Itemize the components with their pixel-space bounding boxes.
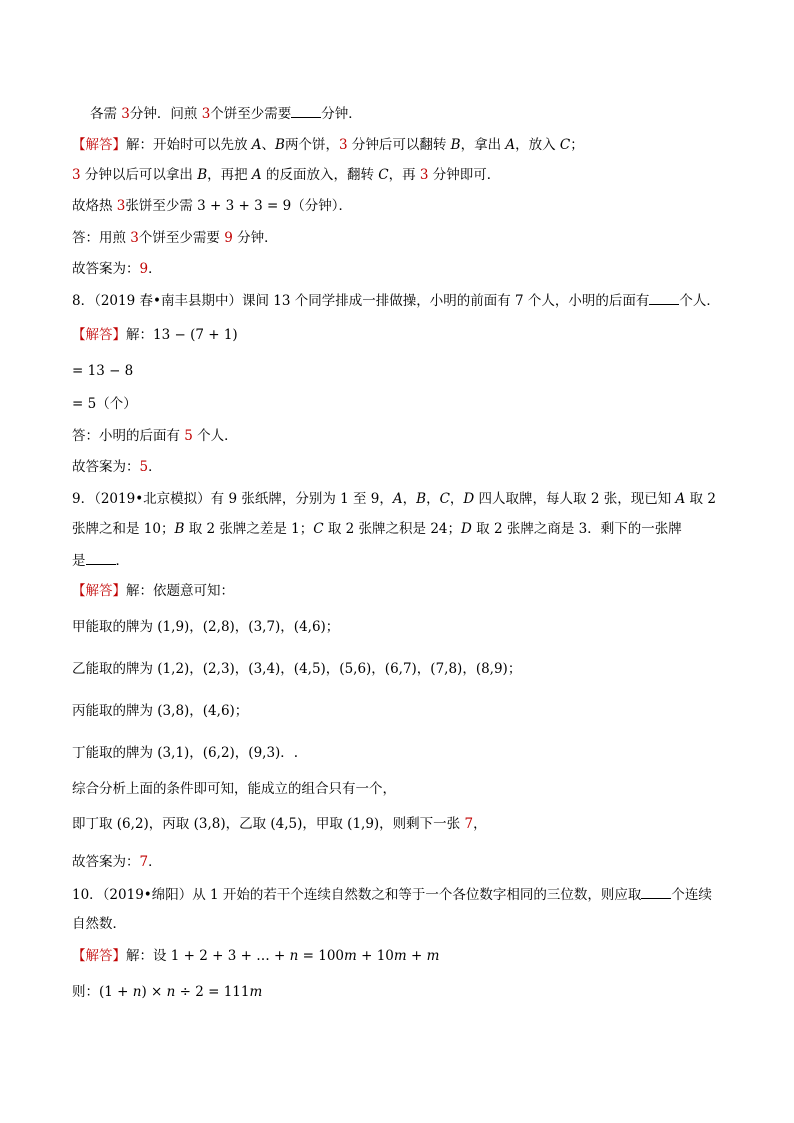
- text-run: 、: [261, 137, 276, 153]
- question-9-cont: [72, 520, 682, 538]
- text-run: 个饼至少需要: [210, 106, 292, 122]
- highlight-text: 7: [464, 816, 474, 832]
- text-run: ，再: [388, 167, 420, 183]
- answer-line: [72, 260, 162, 278]
- highlight-text: 9: [224, 230, 233, 246]
- text-run: 分钟后可以翻转: [347, 137, 451, 153]
- text-run: 张饼至少需 3 + 3 + 3 = 9（分钟）．: [125, 198, 352, 214]
- text-run: A: [251, 137, 262, 153]
- highlight-text: 3: [201, 106, 211, 122]
- text-run: 分钟．: [321, 106, 362, 122]
- highlight-text: 【解答】: [72, 327, 126, 343]
- text-run: C: [313, 521, 324, 537]
- text-run: n: [132, 984, 142, 1000]
- solution-line: [72, 815, 487, 833]
- highlight-text: 3: [116, 198, 126, 214]
- text-run: n: [166, 984, 176, 1000]
- text-run: m: [393, 948, 407, 964]
- text-run: ) ×: [141, 984, 167, 1000]
- text-run: +: [406, 948, 427, 964]
- text-run: 答：用煎: [72, 230, 131, 246]
- text-run: 分钟．: [232, 230, 278, 246]
- text-run: B: [275, 137, 285, 153]
- text-run: 个人．: [679, 293, 720, 309]
- solution-line: [72, 702, 248, 720]
- solution-line: [72, 947, 439, 965]
- question-10: [72, 885, 712, 904]
- text-run: 分钟即可．: [428, 167, 501, 183]
- text-run: ．: [148, 261, 162, 277]
- text-run: ；: [570, 137, 584, 153]
- text-run: m: [344, 948, 357, 964]
- highlight-text: 5: [139, 459, 149, 475]
- text-run: 答：小明的后面有: [72, 428, 185, 444]
- highlight-text: 【解答】: [72, 948, 126, 964]
- text-run: 甲能取的牌为 (1,9)，(2,8)，(3,7)，(4,6)；: [72, 619, 340, 635]
- text-run: 丙能取的牌为 (3,8)，(4,6)；: [72, 703, 249, 719]
- solution-line: [72, 166, 500, 184]
- question-9: [72, 490, 716, 508]
- question-8: [72, 291, 720, 310]
- answer-line: [72, 427, 238, 445]
- answer-line: [72, 853, 162, 871]
- text-run: ．: [115, 553, 129, 569]
- text-run: 解：依题意可知：: [126, 583, 234, 599]
- answer-blank: [641, 885, 671, 899]
- text-run: A: [505, 137, 516, 153]
- text-run: 故答案为：: [72, 459, 140, 475]
- text-run: + 10: [356, 948, 394, 964]
- highlight-text: 9: [139, 261, 149, 277]
- text-run: 取 2: [685, 491, 716, 507]
- text-run: 综合分析上面的条件即可知，能成立的组合只有一个，: [72, 781, 396, 797]
- text-run: 即丁取 (6,2)，丙取 (3,8)，乙取 (4,5)，甲取 (1,9)，则剩下一张: [72, 816, 465, 832]
- text-run: 取 2 张牌之积是 24；: [323, 521, 462, 537]
- text-run: ，: [426, 491, 440, 507]
- text-run: B: [174, 521, 185, 537]
- text-run: C: [378, 167, 389, 183]
- text-run: 取 2 张牌之商是 3．剩下的一张牌: [471, 521, 682, 537]
- text-run: 四人取牌，每人取 2 张，现已知: [474, 491, 676, 507]
- text-run: C: [439, 491, 450, 507]
- text-run: 9．（2019•北京模拟）有 9 张纸牌，分别为 1 至 9，: [72, 491, 393, 507]
- text-run: D: [463, 491, 475, 507]
- text-run: B: [450, 137, 461, 153]
- text-run: 分钟．问煎: [129, 106, 202, 122]
- text-run: 故烙热: [72, 198, 117, 214]
- answer-blank: [291, 104, 321, 118]
- highlight-text: 3: [72, 167, 81, 183]
- text-run: 故答案为：: [72, 854, 140, 870]
- text-run: 取 2 张牌之差是 1；: [184, 521, 314, 537]
- text-run: 张牌之和是 10；: [72, 521, 175, 537]
- text-run: m: [426, 948, 440, 964]
- text-run: A: [251, 167, 262, 183]
- text-run: 10．（2019•绵阳）从 1 开始的若干个连续自然数之和等于一个各位数字相同的三位数，则应取: [72, 887, 642, 903]
- text-run: 解：开始时可以先放: [126, 137, 252, 153]
- text-run: ．: [148, 459, 162, 475]
- solution-line: [72, 395, 137, 413]
- answer-blank: [86, 551, 116, 565]
- text-line: [90, 104, 362, 123]
- highlight-text: 3: [338, 137, 348, 153]
- text-run: 分钟以后可以拿出: [80, 167, 198, 183]
- text-run: 故答案为：: [72, 261, 140, 277]
- solution-line: [72, 136, 584, 154]
- solution-line: [72, 618, 339, 636]
- answer-line: [72, 458, 162, 476]
- text-run: 乙能取的牌为 (1,2)，(2,3)，(3,4)，(4,5)，(5,6)，(6,7)，(7,8)，(8,9)；: [72, 661, 522, 677]
- solution-line: [72, 326, 238, 344]
- text-run: = 13 − 8: [72, 363, 134, 379]
- text-run: 自然数．: [72, 916, 126, 932]
- text-run: 解：设 1 + 2 + 3 + … +: [126, 948, 290, 964]
- text-run: 个连续: [671, 887, 712, 903]
- text-run: ，: [473, 816, 487, 832]
- text-run: ，: [449, 491, 464, 507]
- solution-line: [72, 362, 133, 380]
- text-run: B: [416, 491, 427, 507]
- solution-line: [72, 197, 352, 215]
- solution-line: [72, 582, 234, 600]
- text-run: ，再把: [207, 167, 252, 183]
- text-run: = 100: [298, 948, 345, 964]
- text-run: B: [197, 167, 208, 183]
- text-run: 个饼至少需要: [138, 230, 225, 246]
- highlight-text: 7: [139, 854, 149, 870]
- solution-line: [72, 983, 262, 1001]
- text-run: ．: [148, 854, 162, 870]
- text-run: = 5（个）: [72, 396, 137, 412]
- text-run: A: [675, 491, 686, 507]
- text-run: 丁能取的牌为 (3,1)，(6,2)，(9,3)．.: [72, 745, 299, 761]
- solution-line: [72, 744, 298, 762]
- solution-line: [72, 780, 396, 798]
- text-run: 的反面放入，翻转: [261, 167, 379, 183]
- highlight-text: 3: [130, 230, 139, 246]
- highlight-text: 3: [121, 106, 130, 122]
- answer-blank: [649, 291, 679, 305]
- text-run: 8．（2019 春•南丰县期中）课间 13 个同学排成一排做操，小明的前面有 7 个人，小明的后面有: [72, 293, 650, 309]
- answer-line: [72, 229, 278, 247]
- text-run: ，拿出: [460, 137, 506, 153]
- text-run: ÷ 2 = 111: [175, 984, 250, 1000]
- text-run: m: [249, 984, 263, 1000]
- question-9-cont: [72, 551, 129, 570]
- solution-line: [72, 660, 521, 678]
- text-run: 各需: [90, 106, 122, 122]
- text-run: A: [392, 491, 403, 507]
- text-run: 则：(1 +: [72, 984, 133, 1000]
- text-run: D: [461, 521, 472, 537]
- highlight-text: 5: [184, 428, 193, 444]
- question-10-cont: [72, 915, 126, 933]
- highlight-text: 【解答】: [72, 137, 126, 153]
- text-run: C: [559, 137, 571, 153]
- text-run: n: [289, 948, 299, 964]
- highlight-text: 3: [419, 167, 429, 183]
- text-run: 个人．: [192, 428, 238, 444]
- text-run: 解：13 − (7 + 1): [126, 327, 238, 343]
- highlight-text: 【解答】: [72, 583, 126, 599]
- text-run: ，: [402, 491, 417, 507]
- text-run: 两个饼，: [284, 137, 339, 153]
- text-run: ，放入: [515, 137, 560, 153]
- text-run: 是: [72, 553, 86, 569]
